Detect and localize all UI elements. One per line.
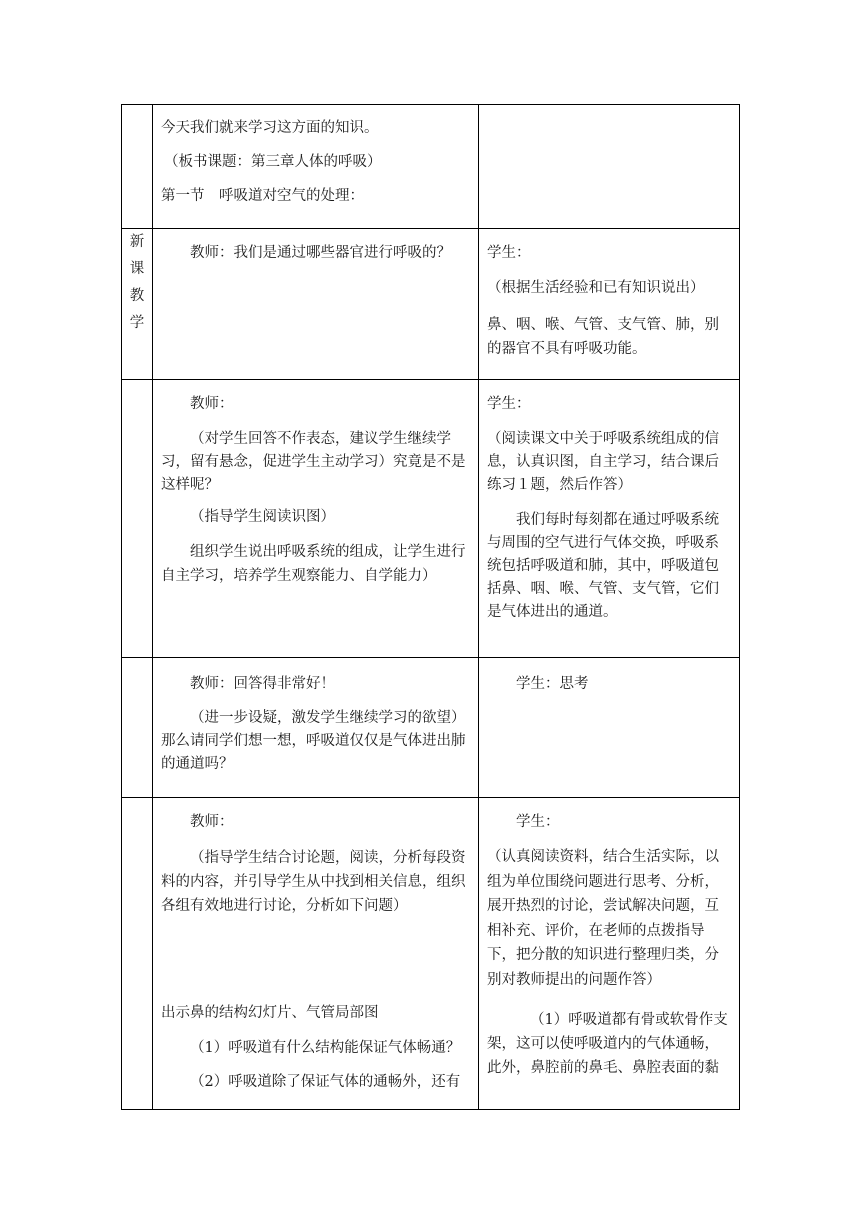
teacher-paragraph: （进一步设疑，激发学生继续学习的欲望）那么请同学们想一想，呼吸道仅仅是气体进出肺的通道吗？ xyxy=(161,710,466,772)
teacher-paragraph: （指导学生阅读识图） xyxy=(190,509,335,525)
stage-cell xyxy=(122,380,153,658)
table-row xyxy=(122,229,740,380)
student-paragraph: （根据生活经验和已有知识说出） xyxy=(487,280,705,296)
student-answer: （1）呼吸道都有骨或软骨作支架，这可以使呼吸道内的气体通畅，此外，鼻腔前的鼻毛、鼻腔表面的黏 xyxy=(487,1012,728,1076)
teacher-activity-cell xyxy=(153,380,479,658)
student-paragraph: （认真阅读资料，结合生活实际，以组为单位围绕问题进行思考、分析，展开热烈的讨论，尝试解决问题，互相补充、评价，在老师的点拨指导下，把分散的知识进行整理归类，分别对教师提出的问题作答） xyxy=(487,849,719,988)
teacher-paragraph: 教师： xyxy=(190,814,234,830)
student-activity-cell xyxy=(479,229,740,380)
teacher-paragraph: （指导学生结合讨论题，阅读，分析每段资料的内容，并引导学生从中找到相关信息，组织各组有效地进行讨论，分析如下问题） xyxy=(161,850,466,914)
student-paragraph: （阅读课文中关于呼吸系统组成的信息，认真识图，自主学习，结合课后练习１题，然后作答） xyxy=(487,431,719,493)
student-activity-cell xyxy=(479,798,740,1110)
stage-cell xyxy=(122,658,153,798)
teacher-paragraph: （对学生回答不作表态，建议学生继续学习，留有悬念，促进学生主动学习）究竟是不是这样呢？ xyxy=(161,431,466,493)
teacher-activity-cell xyxy=(153,105,479,229)
stage-cell xyxy=(122,229,153,380)
discussion-question: （2）呼吸道除了保证气体的通畅外，还有 xyxy=(190,1074,461,1090)
table-row xyxy=(122,658,740,798)
teacher-activity-cell xyxy=(153,798,479,1110)
teacher-activity-cell xyxy=(153,658,479,798)
student-paragraph: 鼻、咽、喉、气管、支气管、肺，别的器官不具有呼吸功能。 xyxy=(487,317,719,357)
teacher-paragraph: 教师：我们是通过哪些器官进行呼吸的？ xyxy=(190,245,451,261)
table-row xyxy=(122,380,740,658)
student-paragraph: 学生： xyxy=(487,396,531,412)
teacher-paragraph: 教师： xyxy=(190,396,234,412)
teacher-paragraph: 教师：回答得非常好！ xyxy=(190,676,335,692)
table-row xyxy=(122,105,740,229)
teacher-paragraph: （板书课题：第三章人体的呼吸） xyxy=(164,154,382,170)
section-heading: 第一节 呼吸道对空气的处理： xyxy=(161,188,364,204)
student-activity-cell xyxy=(479,105,740,229)
stage-cell xyxy=(122,105,153,229)
teacher-activity-cell xyxy=(153,229,479,380)
student-paragraph: 学生： xyxy=(516,814,560,830)
stage-label-char: 课 xyxy=(129,261,145,277)
table-row xyxy=(122,798,740,1110)
student-activity-cell xyxy=(479,658,740,798)
discussion-question: （1）呼吸道有什么结构能保证气体畅通？ xyxy=(190,1040,461,1056)
stage-cell xyxy=(122,798,153,1110)
teacher-paragraph: 今天我们就来学习这方面的知识。 xyxy=(161,120,379,136)
teacher-paragraph: 组织学生说出呼吸系统的组成，让学生进行自主学习，培养学生观察能力、自学能力） xyxy=(161,544,466,584)
student-paragraph: 学生： xyxy=(487,245,531,261)
teacher-paragraph: 出示鼻的结构幻灯片、气管局部图 xyxy=(161,1005,379,1021)
stage-label-char: 教 xyxy=(129,288,145,304)
student-paragraph: 学生：思考 xyxy=(516,676,589,692)
student-activity-cell xyxy=(479,380,740,658)
stage-label-char: 新 xyxy=(129,234,145,250)
stage-label-char: 学 xyxy=(129,315,145,331)
student-paragraph: 我们每时每刻都在通过呼吸系统与周围的空气进行气体交换，呼吸系统包括呼吸道和肺，其中，呼吸道包括鼻、咽、喉、气管、支气管，它们是气体进出的通道。 xyxy=(487,512,719,620)
lesson-plan-table xyxy=(121,104,740,1110)
